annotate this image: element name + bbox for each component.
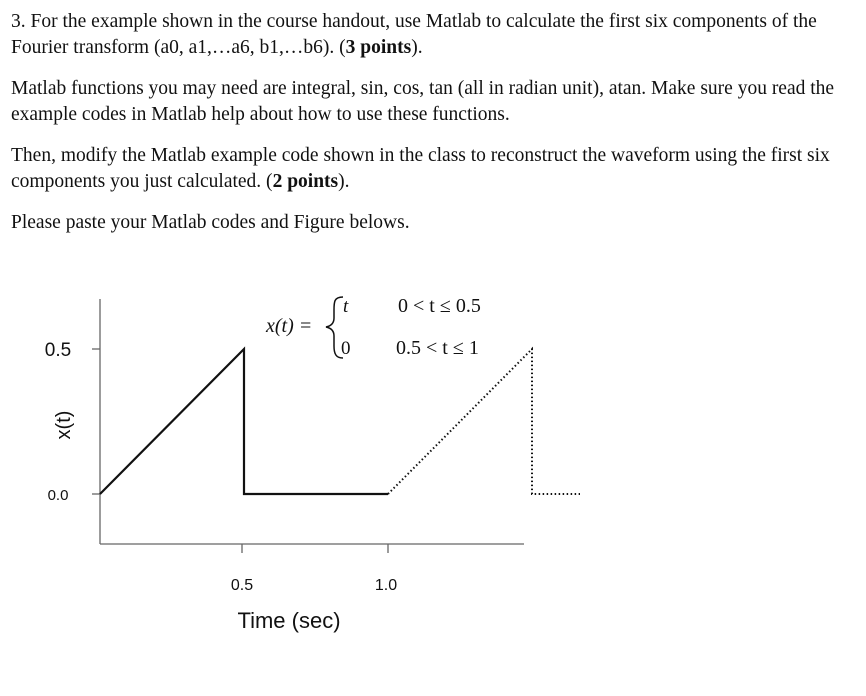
q-points-1: 3 points <box>345 37 412 58</box>
equation-case2-cond: 0.5 < t ≤ 1 <box>396 337 479 359</box>
question-paragraph-4: Please paste your Matlab codes and Figure belows. <box>11 212 410 233</box>
q-text-1a: 3. For the example shown in the course handout, use Matlab to calculate the first six components of the Fourier transform (a0, a1,…a6, b1,…b6). ( <box>11 11 817 58</box>
waveform-dotted <box>388 349 580 494</box>
q-text-1b: ). <box>411 37 423 58</box>
y-tick-label-0.5: 0.5 <box>44 340 72 361</box>
q-text-3a: Then, modify the Matlab example code shown in the class to reconstruct the waveform using the first six components you just calculated. ( <box>11 145 830 192</box>
equation-case1-cond: 0 < t ≤ 0.5 <box>398 295 481 317</box>
q-text-3b: ). <box>338 171 350 192</box>
question-paragraph-2: Matlab functions you may need are integral, sin, cos, tan (all in radian unit), atan. Make sure you read the example codes in Matlab help about how to use these functions. <box>11 78 835 125</box>
q-points-3: 2 points <box>272 171 339 192</box>
y-tick-label-0.0: 0.0 <box>47 487 69 504</box>
x-tick-label-1.0: 1.0 <box>374 577 398 594</box>
x-axis-label: Time (sec) <box>237 608 341 633</box>
y-axis-label: x(t) <box>53 410 75 440</box>
waveform-solid <box>100 349 388 494</box>
equation-case1-expr: t <box>343 296 349 317</box>
equation-case2-expr: 0 <box>341 338 351 359</box>
equation-lhs: x(t) = <box>266 315 313 337</box>
x-tick-label-0.5: 0.5 <box>230 577 254 594</box>
